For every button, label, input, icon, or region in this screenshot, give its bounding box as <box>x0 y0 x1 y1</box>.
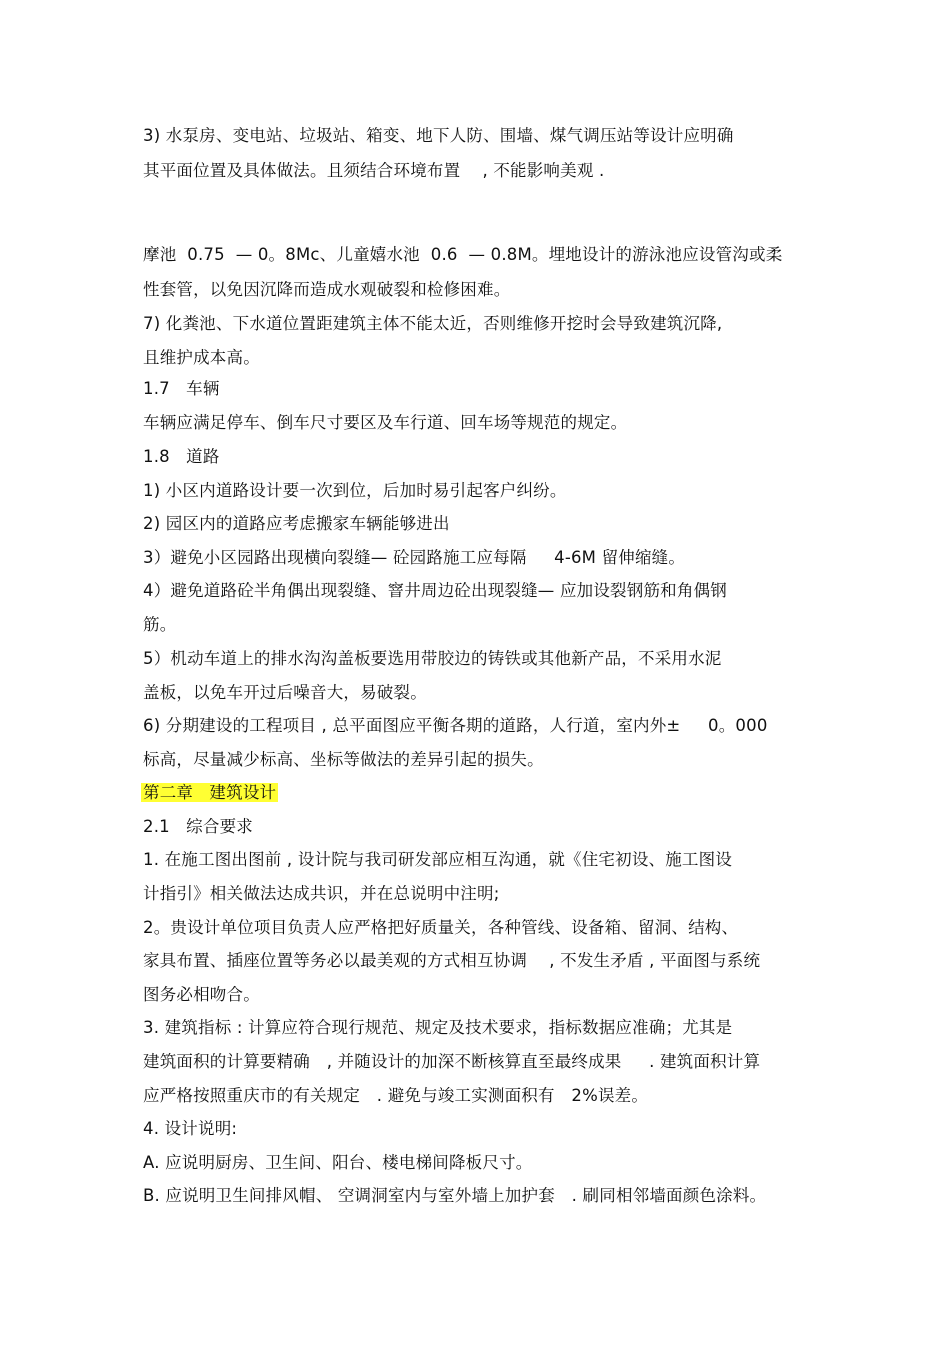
text-line: 盖板，以免车开过后噪音大，易破裂。 <box>143 683 427 702</box>
text-line: 1. 在施工图出图前 , 设计院与我司研发部应相互沟通，就《住宅初设、施工图设 <box>143 850 733 869</box>
text-line: 建筑面积的计算要精确 , 并随设计的加深不断核算直至最终成果 . 建筑面积计算 <box>143 1052 761 1071</box>
text-line: 其平面位置及具体做法。且须结合环境布置 , 不能影响美观 . <box>143 161 605 180</box>
text-line: 应严格按照重庆市的有关规定 . 避免与竣工实测面积有 2%误差。 <box>143 1086 649 1105</box>
text-line: 4）避免道路砼半角偶出现裂缝、窨井周边砼出现裂缝— 应加设裂钢筋和角偶钢 <box>143 581 727 600</box>
highlighted-chapter-title: 第二章 建筑设计 <box>143 783 277 802</box>
section-heading: 1.8 道路 <box>143 447 220 466</box>
text-line: 筋。 <box>143 615 177 634</box>
text-line: 5）机动车道上的排水沟沟盖板要选用带胶边的铸铁或其他新产品，不采用水泥 <box>143 649 722 668</box>
text-line: 3）避免小区园路出现横向裂缝— 砼园路施工应每隔 4-6M 留伸缩缝。 <box>143 548 686 567</box>
text-line: 7) 化粪池、下水道位置距建筑主体不能太近，否则维修开挖时会导致建筑沉降, <box>143 314 723 333</box>
text-line: 2。贵设计单位项目负责人应严格把好质量关，各种管线、设备箱、留洞、结构、 <box>143 918 739 937</box>
text-line: 车辆应满足停车、倒车尺寸要区及车行道、回车场等规范的规定。 <box>143 413 628 432</box>
section-heading: 2.1 综合要求 <box>143 817 253 836</box>
text-line: 计指引》相关做法达成共识，并在总说明中注明; <box>143 884 500 903</box>
text-line: 6) 分期建设的工程项目 , 总平面图应平衡各期的道路，人行道，室内外± 0。000 <box>143 716 768 735</box>
section-heading: 1.7 车辆 <box>143 379 220 398</box>
chapter-heading <box>143 781 278 805</box>
text-line: 1) 小区内道路设计要一次到位，后加时易引起客户纠纷。 <box>143 481 567 500</box>
text-line: 4. 设计说明: <box>143 1119 238 1138</box>
text-line: 3. 建筑指标 : 计算应符合现行规范、规定及技术要求，指标数据应准确；尤其是 <box>143 1018 733 1037</box>
text-line: 3) 水泵房、变电站、垃圾站、箱变、地下人防、围墙、煤气调压站等设计应明确 <box>143 126 734 145</box>
text-line: 图务必相吻合。 <box>143 985 260 1004</box>
text-line: 且维护成本高。 <box>143 348 260 367</box>
text-line: A. 应说明厨房、卫生间、阳台、楼电梯间降板尺寸。 <box>143 1153 533 1172</box>
text-line: 家具布置、插座位置等务必以最美观的方式相互协调 , 不发生矛盾 , 平面图与系统 <box>143 951 761 970</box>
text-line: 标高，尽量减少标高、坐标等做法的差异引起的损失。 <box>143 750 544 769</box>
text-line: 2) 园区内的道路应考虑搬家车辆能够进出 <box>143 514 450 533</box>
text-line: B. 应说明卫生间排风帽、 空调洞室内与室外墙上加护套 . 刷同相邻墙面颜色涂料。 <box>143 1186 767 1205</box>
text-line: 性套管，以免因沉降而造成水观破裂和检修困难。 <box>143 280 511 299</box>
text-line: 摩池 0.75 — 0。8Mc、儿童嬉水池 0.6 — 0.8M。埋地设计的游泳池应设管沟或柔 <box>143 245 783 264</box>
